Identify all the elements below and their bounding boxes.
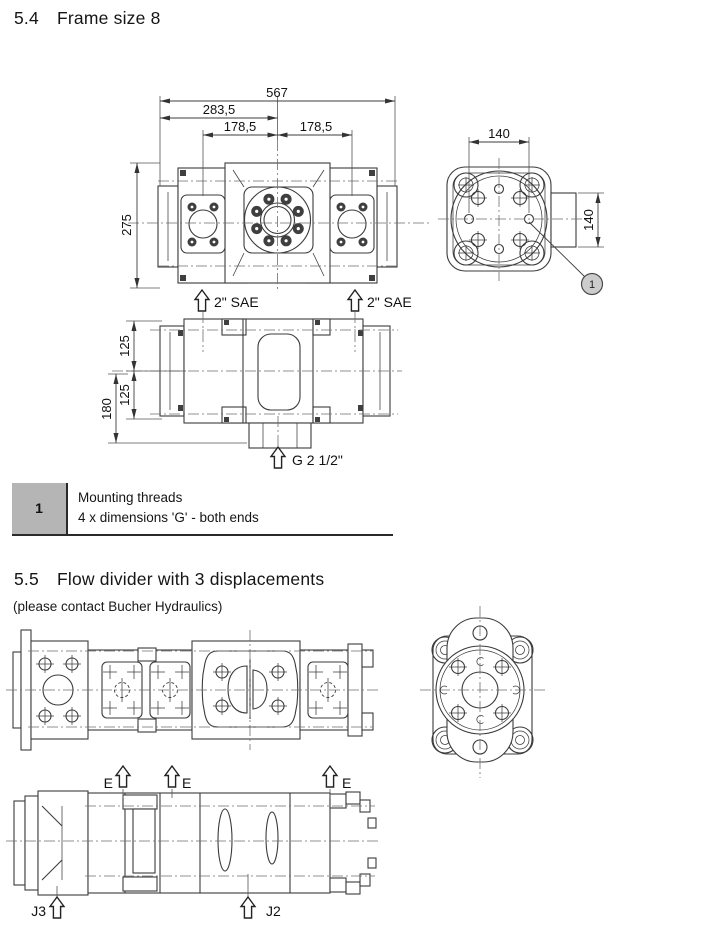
section-title: Flow divider with 3 displacements bbox=[57, 569, 325, 589]
j2-port-arrow-icon bbox=[241, 897, 255, 918]
dim-178-5-left-label: 178,5 bbox=[223, 119, 257, 134]
legend-line-2: 4 x dimensions 'G' - both ends bbox=[78, 510, 259, 526]
dim-140-top-label: 140 bbox=[488, 126, 510, 141]
dim-125-top-label: 125 bbox=[117, 335, 132, 357]
sae-port-arrow-right-icon bbox=[348, 290, 362, 311]
dim-275-label: 275 bbox=[119, 214, 134, 236]
dim-567-label: 567 bbox=[266, 85, 288, 100]
fig2-side-view-drawing bbox=[6, 766, 380, 919]
j3-port-label: J3 bbox=[31, 903, 46, 919]
e-port-label-3: E bbox=[342, 775, 352, 791]
section-title: Frame size 8 bbox=[57, 8, 161, 28]
sae-port-right-label: 2" SAE bbox=[367, 294, 412, 310]
legend-description bbox=[68, 483, 267, 534]
legend-line-1: Mounting threads bbox=[78, 490, 183, 505]
dim-178-5-right-label: 178,5 bbox=[299, 119, 333, 134]
e-port-label-1: E bbox=[103, 775, 113, 791]
e-port-arrow-1-icon bbox=[116, 766, 130, 787]
section-5-5-heading bbox=[14, 569, 324, 590]
sae-port-arrow-left-icon bbox=[195, 290, 209, 311]
legend-key-cell: 1 bbox=[12, 483, 68, 534]
fig2-flange-view-drawing bbox=[420, 606, 545, 778]
g-port-arrow-icon bbox=[271, 447, 285, 468]
g-port-label: G 2 1/2" bbox=[292, 452, 343, 468]
legend-table bbox=[12, 483, 393, 536]
fig1-front-view-drawing bbox=[119, 85, 432, 292]
e-port-arrow-3-icon bbox=[323, 766, 337, 787]
fig1-side-view-drawing bbox=[99, 290, 412, 468]
dim-180-label: 180 bbox=[99, 398, 114, 420]
dim-283-5-label: 283,5 bbox=[202, 102, 236, 117]
j2-port-label: J2 bbox=[266, 903, 281, 919]
dim-140-right-label: 140 bbox=[581, 209, 596, 231]
e-port-label-2: E bbox=[182, 775, 192, 791]
fig2-front-view-drawing bbox=[6, 630, 380, 750]
sae-port-left-label: 2" SAE bbox=[214, 294, 259, 310]
section-number: 5.4 bbox=[14, 8, 39, 28]
j3-port-arrow-icon bbox=[50, 897, 64, 918]
section-number: 5.5 bbox=[14, 569, 39, 589]
section-5-5-subtitle: (please contact Bucher Hydraulics) bbox=[13, 599, 223, 614]
e-port-arrow-2-icon bbox=[165, 766, 179, 787]
dim-125-bottom-label: 125 bbox=[117, 384, 132, 406]
fig1-flange-view-drawing bbox=[438, 126, 604, 295]
callout-1-number: 1 bbox=[588, 279, 596, 291]
